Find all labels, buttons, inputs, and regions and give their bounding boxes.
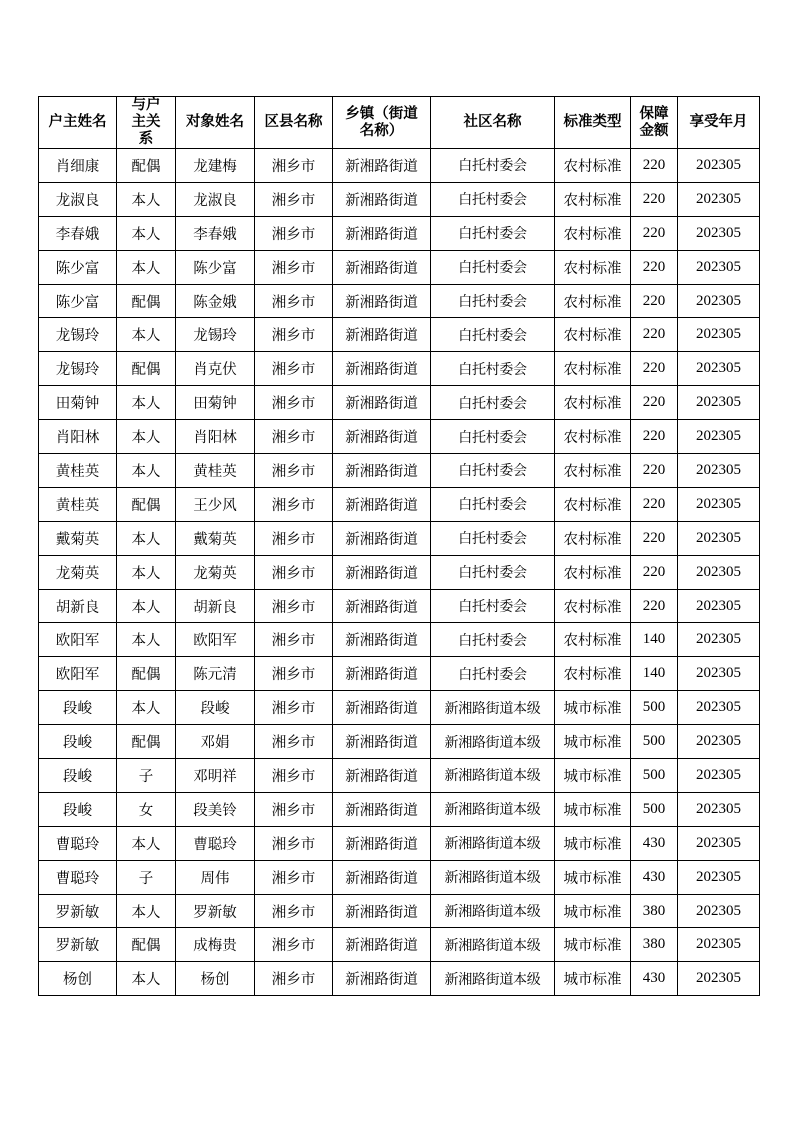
cell-town-street-name: 新湘路街道 <box>333 386 431 420</box>
cell-householder-name: 田菊钟 <box>39 386 117 420</box>
cell-month: 202305 <box>678 521 760 555</box>
cell-relationship: 本人 <box>117 454 176 488</box>
cell-community-name: 白托村委会 <box>431 182 555 216</box>
cell-standard-type: 农村标准 <box>555 318 631 352</box>
cell-town-street-name: 新湘路街道 <box>333 759 431 793</box>
cell-recipient-name: 陈元清 <box>176 657 255 691</box>
header-relationship: 与户主关系 <box>117 97 176 149</box>
cell-recipient-name: 罗新敏 <box>176 894 255 928</box>
cell-town-street-name: 新湘路街道 <box>333 860 431 894</box>
cell-recipient-name: 胡新良 <box>176 589 255 623</box>
cell-recipient-name: 王少风 <box>176 487 255 521</box>
cell-county-name: 湘乡市 <box>255 454 333 488</box>
cell-standard-type: 城市标准 <box>555 691 631 725</box>
cell-community-name: 白托村委会 <box>431 555 555 589</box>
cell-standard-type: 城市标准 <box>555 860 631 894</box>
cell-recipient-name: 段峻 <box>176 691 255 725</box>
cell-standard-type: 城市标准 <box>555 725 631 759</box>
cell-recipient-name: 杨创 <box>176 962 255 996</box>
cell-relationship: 本人 <box>117 623 176 657</box>
header-town-street-name: 乡镇（街道名称） <box>333 97 431 149</box>
cell-community-name: 白托村委会 <box>431 352 555 386</box>
table-row <box>39 216 760 250</box>
cell-recipient-name: 陈金娥 <box>176 284 255 318</box>
cell-standard-type: 农村标准 <box>555 623 631 657</box>
cell-county-name: 湘乡市 <box>255 216 333 250</box>
cell-householder-name: 罗新敏 <box>39 928 117 962</box>
cell-householder-name: 欧阳军 <box>39 623 117 657</box>
cell-month: 202305 <box>678 725 760 759</box>
cell-month: 202305 <box>678 318 760 352</box>
cell-community-name: 白托村委会 <box>431 149 555 183</box>
cell-relationship: 本人 <box>117 216 176 250</box>
cell-amount: 430 <box>631 860 678 894</box>
cell-householder-name: 胡新良 <box>39 589 117 623</box>
cell-relationship: 子 <box>117 759 176 793</box>
cell-town-street-name: 新湘路街道 <box>333 725 431 759</box>
cell-standard-type: 农村标准 <box>555 284 631 318</box>
cell-county-name: 湘乡市 <box>255 657 333 691</box>
table-body <box>39 149 760 996</box>
cell-relationship: 本人 <box>117 521 176 555</box>
cell-relationship: 配偶 <box>117 352 176 386</box>
table-row <box>39 454 760 488</box>
cell-community-name: 新湘路街道本级 <box>431 962 555 996</box>
cell-community-name: 白托村委会 <box>431 284 555 318</box>
cell-county-name: 湘乡市 <box>255 759 333 793</box>
cell-town-street-name: 新湘路街道 <box>333 182 431 216</box>
cell-relationship: 本人 <box>117 182 176 216</box>
cell-community-name: 新湘路街道本级 <box>431 860 555 894</box>
cell-community-name: 白托村委会 <box>431 250 555 284</box>
cell-town-street-name: 新湘路街道 <box>333 962 431 996</box>
cell-amount: 220 <box>631 555 678 589</box>
cell-householder-name: 曹聪玲 <box>39 860 117 894</box>
cell-town-street-name: 新湘路街道 <box>333 826 431 860</box>
cell-month: 202305 <box>678 928 760 962</box>
cell-amount: 500 <box>631 691 678 725</box>
table-row <box>39 792 760 826</box>
cell-community-name: 新湘路街道本级 <box>431 826 555 860</box>
cell-standard-type: 城市标准 <box>555 962 631 996</box>
cell-county-name: 湘乡市 <box>255 318 333 352</box>
table-row <box>39 759 760 793</box>
cell-relationship: 本人 <box>117 894 176 928</box>
cell-amount: 500 <box>631 792 678 826</box>
table-row <box>39 725 760 759</box>
cell-amount: 500 <box>631 759 678 793</box>
cell-community-name: 白托村委会 <box>431 420 555 454</box>
table-row <box>39 860 760 894</box>
cell-relationship: 本人 <box>117 555 176 589</box>
cell-householder-name: 黄桂英 <box>39 487 117 521</box>
cell-relationship: 配偶 <box>117 657 176 691</box>
cell-town-street-name: 新湘路街道 <box>333 657 431 691</box>
cell-amount: 220 <box>631 149 678 183</box>
cell-householder-name: 段峻 <box>39 792 117 826</box>
table-row <box>39 487 760 521</box>
cell-community-name: 白托村委会 <box>431 386 555 420</box>
cell-town-street-name: 新湘路街道 <box>333 928 431 962</box>
cell-householder-name: 段峻 <box>39 759 117 793</box>
cell-community-name: 新湘路街道本级 <box>431 894 555 928</box>
header-county-name: 区县名称 <box>255 97 333 149</box>
cell-householder-name: 龙菊英 <box>39 555 117 589</box>
cell-month: 202305 <box>678 487 760 521</box>
cell-relationship: 配偶 <box>117 928 176 962</box>
cell-town-street-name: 新湘路街道 <box>333 521 431 555</box>
cell-amount: 140 <box>631 657 678 691</box>
cell-town-street-name: 新湘路街道 <box>333 454 431 488</box>
cell-recipient-name: 龙建梅 <box>176 149 255 183</box>
table-row <box>39 555 760 589</box>
cell-community-name: 新湘路街道本级 <box>431 759 555 793</box>
cell-month: 202305 <box>678 182 760 216</box>
cell-town-street-name: 新湘路街道 <box>333 894 431 928</box>
cell-relationship: 本人 <box>117 589 176 623</box>
cell-county-name: 湘乡市 <box>255 284 333 318</box>
table-row <box>39 691 760 725</box>
cell-amount: 140 <box>631 623 678 657</box>
cell-recipient-name: 李春娥 <box>176 216 255 250</box>
cell-recipient-name: 肖克伏 <box>176 352 255 386</box>
cell-amount: 220 <box>631 352 678 386</box>
cell-amount: 220 <box>631 318 678 352</box>
table-row <box>39 284 760 318</box>
cell-householder-name: 黄桂英 <box>39 454 117 488</box>
cell-county-name: 湘乡市 <box>255 962 333 996</box>
cell-amount: 220 <box>631 216 678 250</box>
cell-householder-name: 段峻 <box>39 725 117 759</box>
cell-month: 202305 <box>678 657 760 691</box>
cell-county-name: 湘乡市 <box>255 623 333 657</box>
cell-standard-type: 农村标准 <box>555 589 631 623</box>
cell-town-street-name: 新湘路街道 <box>333 555 431 589</box>
cell-community-name: 白托村委会 <box>431 623 555 657</box>
cell-householder-name: 陈少富 <box>39 284 117 318</box>
cell-amount: 380 <box>631 894 678 928</box>
cell-month: 202305 <box>678 962 760 996</box>
cell-community-name: 新湘路街道本级 <box>431 928 555 962</box>
cell-month: 202305 <box>678 623 760 657</box>
cell-recipient-name: 邓明祥 <box>176 759 255 793</box>
cell-amount: 430 <box>631 962 678 996</box>
table-row <box>39 149 760 183</box>
cell-month: 202305 <box>678 386 760 420</box>
table-row <box>39 928 760 962</box>
cell-relationship: 本人 <box>117 420 176 454</box>
cell-recipient-name: 成梅贵 <box>176 928 255 962</box>
cell-recipient-name: 曹聪玲 <box>176 826 255 860</box>
cell-recipient-name: 龙淑良 <box>176 182 255 216</box>
cell-month: 202305 <box>678 860 760 894</box>
cell-town-street-name: 新湘路街道 <box>333 216 431 250</box>
cell-householder-name: 戴菊英 <box>39 521 117 555</box>
cell-recipient-name: 黄桂英 <box>176 454 255 488</box>
cell-month: 202305 <box>678 250 760 284</box>
cell-amount: 500 <box>631 725 678 759</box>
cell-county-name: 湘乡市 <box>255 250 333 284</box>
cell-community-name: 白托村委会 <box>431 318 555 352</box>
cell-month: 202305 <box>678 759 760 793</box>
cell-town-street-name: 新湘路街道 <box>333 623 431 657</box>
header-community-name: 社区名称 <box>431 97 555 149</box>
cell-standard-type: 农村标准 <box>555 657 631 691</box>
cell-community-name: 白托村委会 <box>431 657 555 691</box>
cell-month: 202305 <box>678 792 760 826</box>
cell-standard-type: 农村标准 <box>555 420 631 454</box>
cell-town-street-name: 新湘路街道 <box>333 149 431 183</box>
cell-month: 202305 <box>678 216 760 250</box>
cell-householder-name: 龙锡玲 <box>39 318 117 352</box>
cell-recipient-name: 田菊钟 <box>176 386 255 420</box>
cell-recipient-name: 龙菊英 <box>176 555 255 589</box>
cell-standard-type: 城市标准 <box>555 894 631 928</box>
cell-month: 202305 <box>678 420 760 454</box>
cell-county-name: 湘乡市 <box>255 386 333 420</box>
cell-county-name: 湘乡市 <box>255 826 333 860</box>
cell-amount: 220 <box>631 386 678 420</box>
table-row <box>39 182 760 216</box>
table-row <box>39 962 760 996</box>
cell-community-name: 新湘路街道本级 <box>431 792 555 826</box>
cell-month: 202305 <box>678 284 760 318</box>
cell-relationship: 本人 <box>117 386 176 420</box>
cell-county-name: 湘乡市 <box>255 894 333 928</box>
cell-county-name: 湘乡市 <box>255 860 333 894</box>
cell-month: 202305 <box>678 352 760 386</box>
cell-community-name: 白托村委会 <box>431 454 555 488</box>
cell-community-name: 新湘路街道本级 <box>431 691 555 725</box>
cell-relationship: 本人 <box>117 826 176 860</box>
cell-householder-name: 肖阳林 <box>39 420 117 454</box>
cell-amount: 220 <box>631 487 678 521</box>
cell-amount: 220 <box>631 182 678 216</box>
cell-relationship: 本人 <box>117 250 176 284</box>
cell-town-street-name: 新湘路街道 <box>333 691 431 725</box>
cell-month: 202305 <box>678 149 760 183</box>
cell-town-street-name: 新湘路街道 <box>333 792 431 826</box>
table-row <box>39 589 760 623</box>
cell-relationship: 配偶 <box>117 725 176 759</box>
cell-county-name: 湘乡市 <box>255 420 333 454</box>
cell-householder-name: 杨创 <box>39 962 117 996</box>
cell-county-name: 湘乡市 <box>255 928 333 962</box>
table-row <box>39 420 760 454</box>
cell-county-name: 湘乡市 <box>255 182 333 216</box>
cell-relationship: 本人 <box>117 962 176 996</box>
cell-community-name: 新湘路街道本级 <box>431 725 555 759</box>
cell-community-name: 白托村委会 <box>431 589 555 623</box>
cell-recipient-name: 龙锡玲 <box>176 318 255 352</box>
cell-county-name: 湘乡市 <box>255 352 333 386</box>
cell-month: 202305 <box>678 894 760 928</box>
table-row <box>39 250 760 284</box>
cell-community-name: 白托村委会 <box>431 216 555 250</box>
cell-month: 202305 <box>678 826 760 860</box>
cell-county-name: 湘乡市 <box>255 487 333 521</box>
cell-month: 202305 <box>678 691 760 725</box>
cell-standard-type: 城市标准 <box>555 928 631 962</box>
cell-recipient-name: 陈少富 <box>176 250 255 284</box>
cell-amount: 220 <box>631 589 678 623</box>
cell-community-name: 白托村委会 <box>431 521 555 555</box>
cell-standard-type: 农村标准 <box>555 487 631 521</box>
cell-county-name: 湘乡市 <box>255 555 333 589</box>
table-row <box>39 352 760 386</box>
cell-standard-type: 农村标准 <box>555 216 631 250</box>
cell-relationship: 配偶 <box>117 149 176 183</box>
cell-amount: 430 <box>631 826 678 860</box>
cell-relationship: 配偶 <box>117 487 176 521</box>
cell-recipient-name: 周伟 <box>176 860 255 894</box>
cell-standard-type: 农村标准 <box>555 521 631 555</box>
cell-recipient-name: 戴菊英 <box>176 521 255 555</box>
cell-relationship: 本人 <box>117 318 176 352</box>
cell-town-street-name: 新湘路街道 <box>333 284 431 318</box>
cell-town-street-name: 新湘路街道 <box>333 352 431 386</box>
cell-town-street-name: 新湘路街道 <box>333 487 431 521</box>
cell-householder-name: 龙锡玲 <box>39 352 117 386</box>
cell-amount: 220 <box>631 454 678 488</box>
cell-standard-type: 农村标准 <box>555 250 631 284</box>
table-row <box>39 623 760 657</box>
table-row <box>39 657 760 691</box>
cell-county-name: 湘乡市 <box>255 521 333 555</box>
cell-standard-type: 城市标准 <box>555 826 631 860</box>
cell-relationship: 本人 <box>117 691 176 725</box>
table-row <box>39 826 760 860</box>
cell-standard-type: 农村标准 <box>555 149 631 183</box>
cell-amount: 220 <box>631 250 678 284</box>
cell-town-street-name: 新湘路街道 <box>333 250 431 284</box>
cell-householder-name: 段峻 <box>39 691 117 725</box>
cell-householder-name: 曹聪玲 <box>39 826 117 860</box>
cell-town-street-name: 新湘路街道 <box>333 589 431 623</box>
header-standard-type: 标准类型 <box>555 97 631 149</box>
cell-month: 202305 <box>678 454 760 488</box>
cell-relationship: 配偶 <box>117 284 176 318</box>
header-amount: 保障金额 <box>631 97 678 149</box>
table-row <box>39 521 760 555</box>
cell-relationship: 子 <box>117 860 176 894</box>
header-month: 享受年月 <box>678 97 760 149</box>
cell-householder-name: 罗新敏 <box>39 894 117 928</box>
cell-standard-type: 农村标准 <box>555 555 631 589</box>
cell-county-name: 湘乡市 <box>255 792 333 826</box>
cell-amount: 220 <box>631 284 678 318</box>
cell-amount: 220 <box>631 521 678 555</box>
cell-county-name: 湘乡市 <box>255 589 333 623</box>
header-recipient-name: 对象姓名 <box>176 97 255 149</box>
cell-amount: 220 <box>631 420 678 454</box>
cell-standard-type: 农村标准 <box>555 182 631 216</box>
cell-recipient-name: 肖阳林 <box>176 420 255 454</box>
cell-standard-type: 城市标准 <box>555 792 631 826</box>
cell-month: 202305 <box>678 555 760 589</box>
cell-standard-type: 农村标准 <box>555 352 631 386</box>
cell-householder-name: 陈少富 <box>39 250 117 284</box>
cell-standard-type: 农村标准 <box>555 386 631 420</box>
table-row <box>39 894 760 928</box>
assistance-table <box>38 96 760 996</box>
cell-householder-name: 龙淑良 <box>39 182 117 216</box>
cell-county-name: 湘乡市 <box>255 691 333 725</box>
header-householder-name: 户主姓名 <box>39 97 117 149</box>
cell-standard-type: 农村标准 <box>555 454 631 488</box>
cell-householder-name: 肖细康 <box>39 149 117 183</box>
cell-householder-name: 欧阳军 <box>39 657 117 691</box>
cell-community-name: 白托村委会 <box>431 487 555 521</box>
cell-recipient-name: 邓娟 <box>176 725 255 759</box>
cell-county-name: 湘乡市 <box>255 725 333 759</box>
cell-recipient-name: 段美铃 <box>176 792 255 826</box>
cell-amount: 380 <box>631 928 678 962</box>
cell-recipient-name: 欧阳军 <box>176 623 255 657</box>
table-header-row <box>39 97 760 149</box>
cell-relationship: 女 <box>117 792 176 826</box>
table-row <box>39 386 760 420</box>
cell-householder-name: 李春娥 <box>39 216 117 250</box>
cell-town-street-name: 新湘路街道 <box>333 420 431 454</box>
table-row <box>39 318 760 352</box>
cell-county-name: 湘乡市 <box>255 149 333 183</box>
cell-standard-type: 城市标准 <box>555 759 631 793</box>
cell-month: 202305 <box>678 589 760 623</box>
cell-town-street-name: 新湘路街道 <box>333 318 431 352</box>
